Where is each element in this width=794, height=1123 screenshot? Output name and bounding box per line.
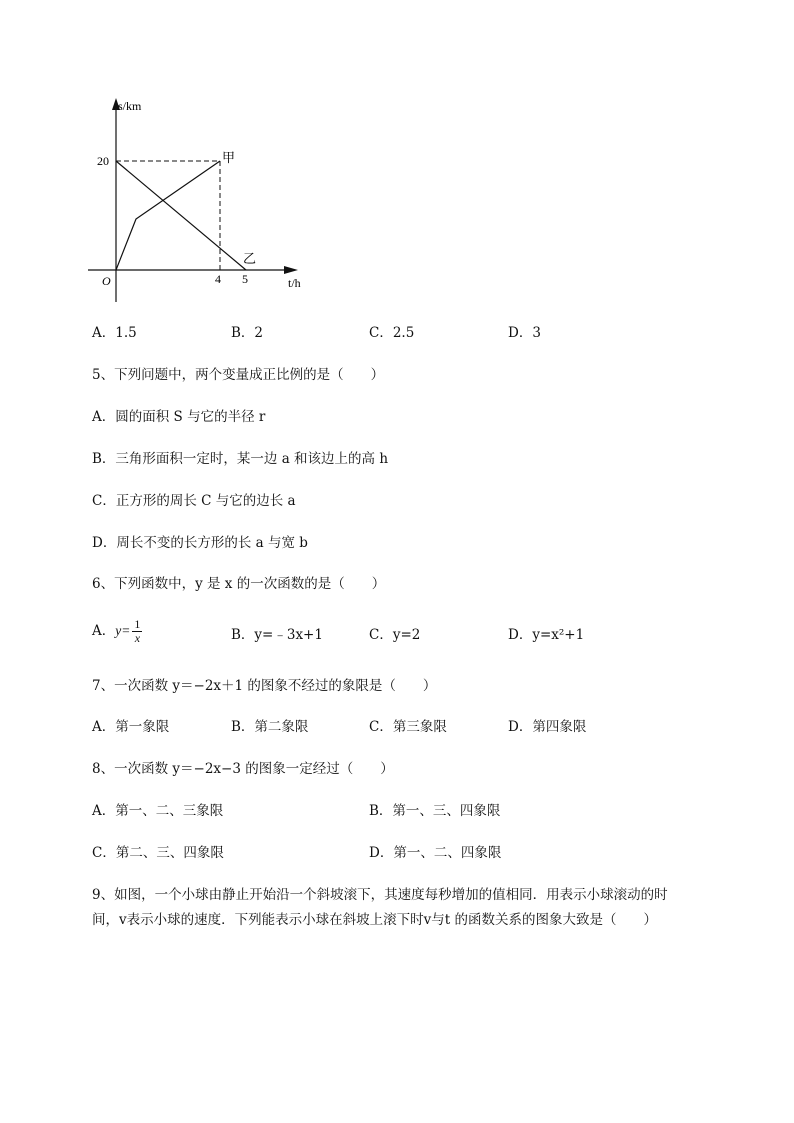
q4-option-a: A．1.5 [92, 325, 137, 341]
x-axis-label: t/h [288, 276, 301, 290]
x-tick-4: 4 [215, 272, 221, 286]
label-jia: 甲 [222, 151, 236, 166]
q9-line-1: 9、如图，一个小球由静止开始沿一个斜坡滚下，其速度每秒增加的值相同．用表示小球滚动的时 [92, 887, 668, 903]
q7-option-c: C．第三象限 [369, 719, 447, 735]
q6-option-a [92, 618, 142, 645]
q9-line-2: 间，v表示小球的速度．下列能表示小球在斜坡上滚下时v与t 的函数关系的图象大致是（ ） [92, 912, 657, 928]
q7-stem: 7、一次函数 y＝−2x＋1 的图象不经过的象限是（ ） [92, 678, 437, 694]
q6-option-c: C．y=2 [369, 627, 421, 643]
distance-time-graph [88, 92, 318, 302]
q4-option-b: B．2 [231, 325, 264, 341]
q5-option-b: B．三角形面积一定时，某一边 a 和该边上的高 h [92, 451, 389, 467]
y-tick-20: 20 [97, 154, 109, 168]
q5-stem: 5、下列问题中，两个变量成正比例的是（ ） [92, 367, 385, 383]
q6-option-a-fraction [132, 618, 142, 645]
q7-option-b: B．第二象限 [231, 719, 309, 735]
q6-option-b: B．y=﹣3x+1 [231, 627, 323, 643]
q8-option-d: D．第一、二、四象限 [369, 845, 502, 861]
fraction-denominator: x [134, 631, 141, 645]
label-yi: 乙 [243, 252, 257, 267]
q8-option-c: C．第二、三、四象限 [92, 845, 224, 861]
x-tick-5: 5 [242, 272, 248, 286]
y-axis-label: s/km [118, 99, 142, 113]
q8-stem: 8、一次函数 y＝−2x−3 的图象一定经过（ ） [92, 761, 394, 777]
q6-option-a-prefix: A． [92, 623, 116, 639]
q6-stem: 6、下列函数中，y 是 x 的一次函数的是（ ） [92, 576, 386, 592]
fraction-numerator: 1 [134, 617, 141, 631]
x-axis-arrow [284, 266, 298, 274]
origin-label: O [102, 274, 111, 288]
q5-option-a: A．圆的面积 S 与它的半径 r [92, 409, 266, 425]
q4-option-c: C．2.5 [369, 325, 415, 341]
q8-option-a: A．第一、二、三象限 [92, 803, 224, 819]
q5-option-d: D．周长不变的长方形的长 a 与宽 b [92, 535, 308, 551]
line-yi [116, 161, 246, 270]
q7-option-a: A．第一象限 [92, 719, 170, 735]
q8-option-b: B．第一、三、四象限 [369, 803, 501, 819]
q6-option-d: D．y=x²+1 [508, 627, 585, 643]
q6-option-a-lhs: y= [115, 623, 131, 638]
line-jia [116, 161, 220, 270]
q7-option-d: D．第四象限 [508, 719, 587, 735]
q4-option-d: D．3 [508, 325, 541, 341]
q5-option-c: C．正方形的周长 C 与它的边长 a [92, 493, 296, 509]
